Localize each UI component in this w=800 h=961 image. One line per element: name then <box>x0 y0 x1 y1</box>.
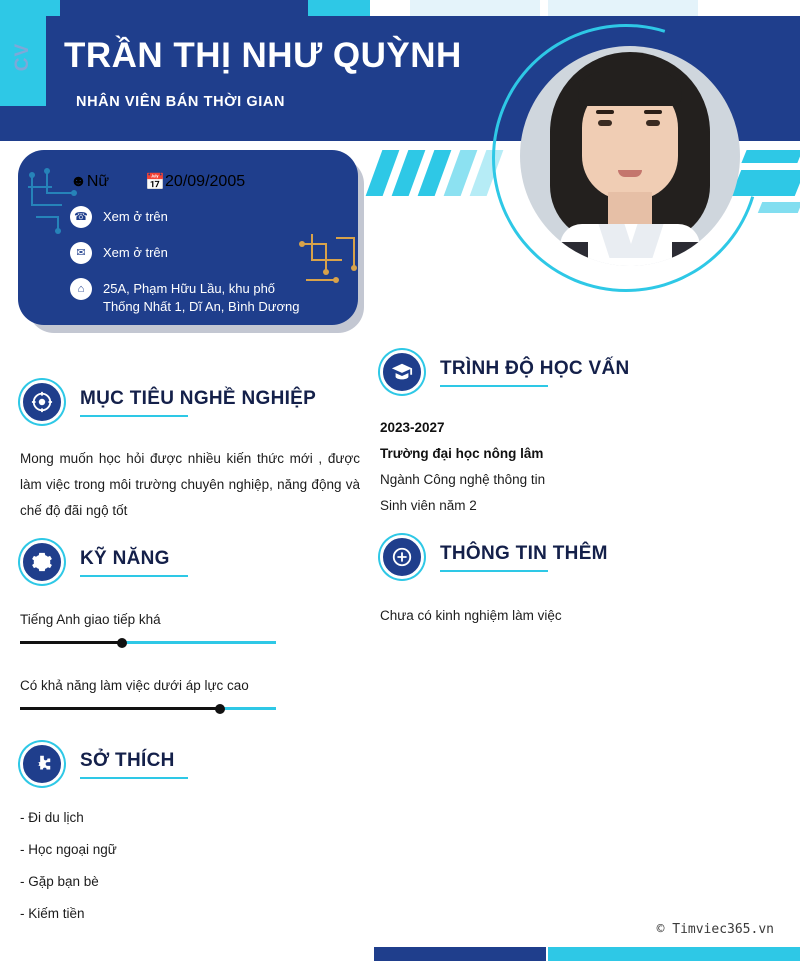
puzzle-icon <box>20 742 64 786</box>
education-school: Trường đại học nông lâm <box>380 446 544 461</box>
candidate-job-title: NHÂN VIÊN BÁN THỜI GIAN <box>76 94 286 110</box>
section-objective <box>20 380 360 524</box>
skill-progress-bar <box>20 707 276 710</box>
skill-label: Có khả năng làm việc dưới áp lực cao <box>20 678 249 693</box>
cv-tab-label: CV <box>12 42 33 72</box>
section-education-header <box>380 350 770 394</box>
strip-segment-cyan-left <box>0 0 60 16</box>
skill-progress-bar <box>20 641 276 644</box>
section-hobbies <box>20 742 360 938</box>
list-item: - Đi du lịch <box>20 810 84 825</box>
contact-birthdate: 20/09/2005 <box>165 173 246 190</box>
contact-email: Xem ở trên <box>103 245 168 260</box>
contact-address-line1: 25A, Phạm Hữu Lầu, khu phố <box>103 281 276 296</box>
envelope-icon: ✉ <box>70 242 92 264</box>
home-icon: ⌂ <box>70 278 92 300</box>
avatar <box>520 46 740 266</box>
footer-strip-navy <box>374 947 546 961</box>
top-decoration-strip <box>0 0 800 16</box>
diagonal-stripes-decoration <box>370 150 510 196</box>
phone-icon: ☎ <box>70 206 92 228</box>
section-skills-title: KỸ NĂNG <box>80 548 170 577</box>
plus-circle-icon <box>380 535 424 579</box>
candidate-name: TRẦN THỊ NHƯ QUỲNH <box>64 36 462 75</box>
list-item: - Gặp bạn bè <box>20 874 99 889</box>
gear-icon <box>20 540 64 584</box>
contact-row-phone <box>70 206 340 228</box>
hobbies-list <box>20 810 360 921</box>
strip-segment-pale-2 <box>548 0 698 16</box>
list-item: - Kiếm tiền <box>20 906 85 921</box>
section-hobbies-title: SỞ THÍCH <box>80 750 175 779</box>
footer-credit: © Timviec365.vn <box>656 922 774 937</box>
strip-segment-pale-1 <box>410 0 540 16</box>
section-hobbies-header <box>20 742 360 786</box>
circuit-decoration-left <box>22 165 92 235</box>
section-additional-info <box>380 535 770 629</box>
skill-item <box>20 612 360 644</box>
contact-address <box>103 278 299 316</box>
section-skills-header <box>20 540 360 584</box>
person-icon: ☻ <box>70 173 87 190</box>
section-education-title: TRÌNH ĐỘ HỌC VẤN <box>440 358 630 387</box>
list-item: - Học ngoại ngữ <box>20 842 117 857</box>
section-objective-header <box>20 380 360 424</box>
calendar-icon: 📅 <box>145 174 166 191</box>
education-year: 2023-2027 <box>380 420 445 435</box>
contact-row-personal <box>70 172 340 192</box>
skill-label: Tiếng Anh giao tiếp khá <box>20 612 161 627</box>
additional-info-text: Chưa có kinh nghiệm làm việc <box>380 608 562 623</box>
strip-segment-navy <box>60 0 308 16</box>
education-entry <box>380 420 770 513</box>
target-icon <box>20 380 64 424</box>
education-major: Ngành Công nghệ thông tin <box>380 472 546 487</box>
section-objective-title: MỤC TIÊU NGHỀ NGHIỆP <box>80 388 316 417</box>
circuit-decoration-middle <box>296 228 366 298</box>
section-education <box>380 350 770 524</box>
section-additional-info-header <box>380 535 770 579</box>
objective-text: Mong muốn học hỏi được nhiều kiến thức mới , được làm việc trong môi trường chuyên nghiệp, năng động và chế độ đãi ngộ tốt <box>20 451 360 518</box>
contact-gender: Nữ <box>86 173 110 190</box>
contact-address-line2: Thống Nhất 1, Dĩ An, Bình Dương <box>103 299 300 314</box>
section-additional-info-title: THÔNG TIN THÊM <box>440 543 608 572</box>
section-skills <box>20 540 360 710</box>
cv-tab <box>0 16 46 106</box>
education-status: Sinh viên năm 2 <box>380 498 477 513</box>
footer-strip-cyan <box>548 947 800 961</box>
graduation-cap-icon <box>380 350 424 394</box>
contact-phone: Xem ở trên <box>103 209 168 224</box>
strip-segment-cyan-mid <box>308 0 370 16</box>
skill-item <box>20 678 360 710</box>
